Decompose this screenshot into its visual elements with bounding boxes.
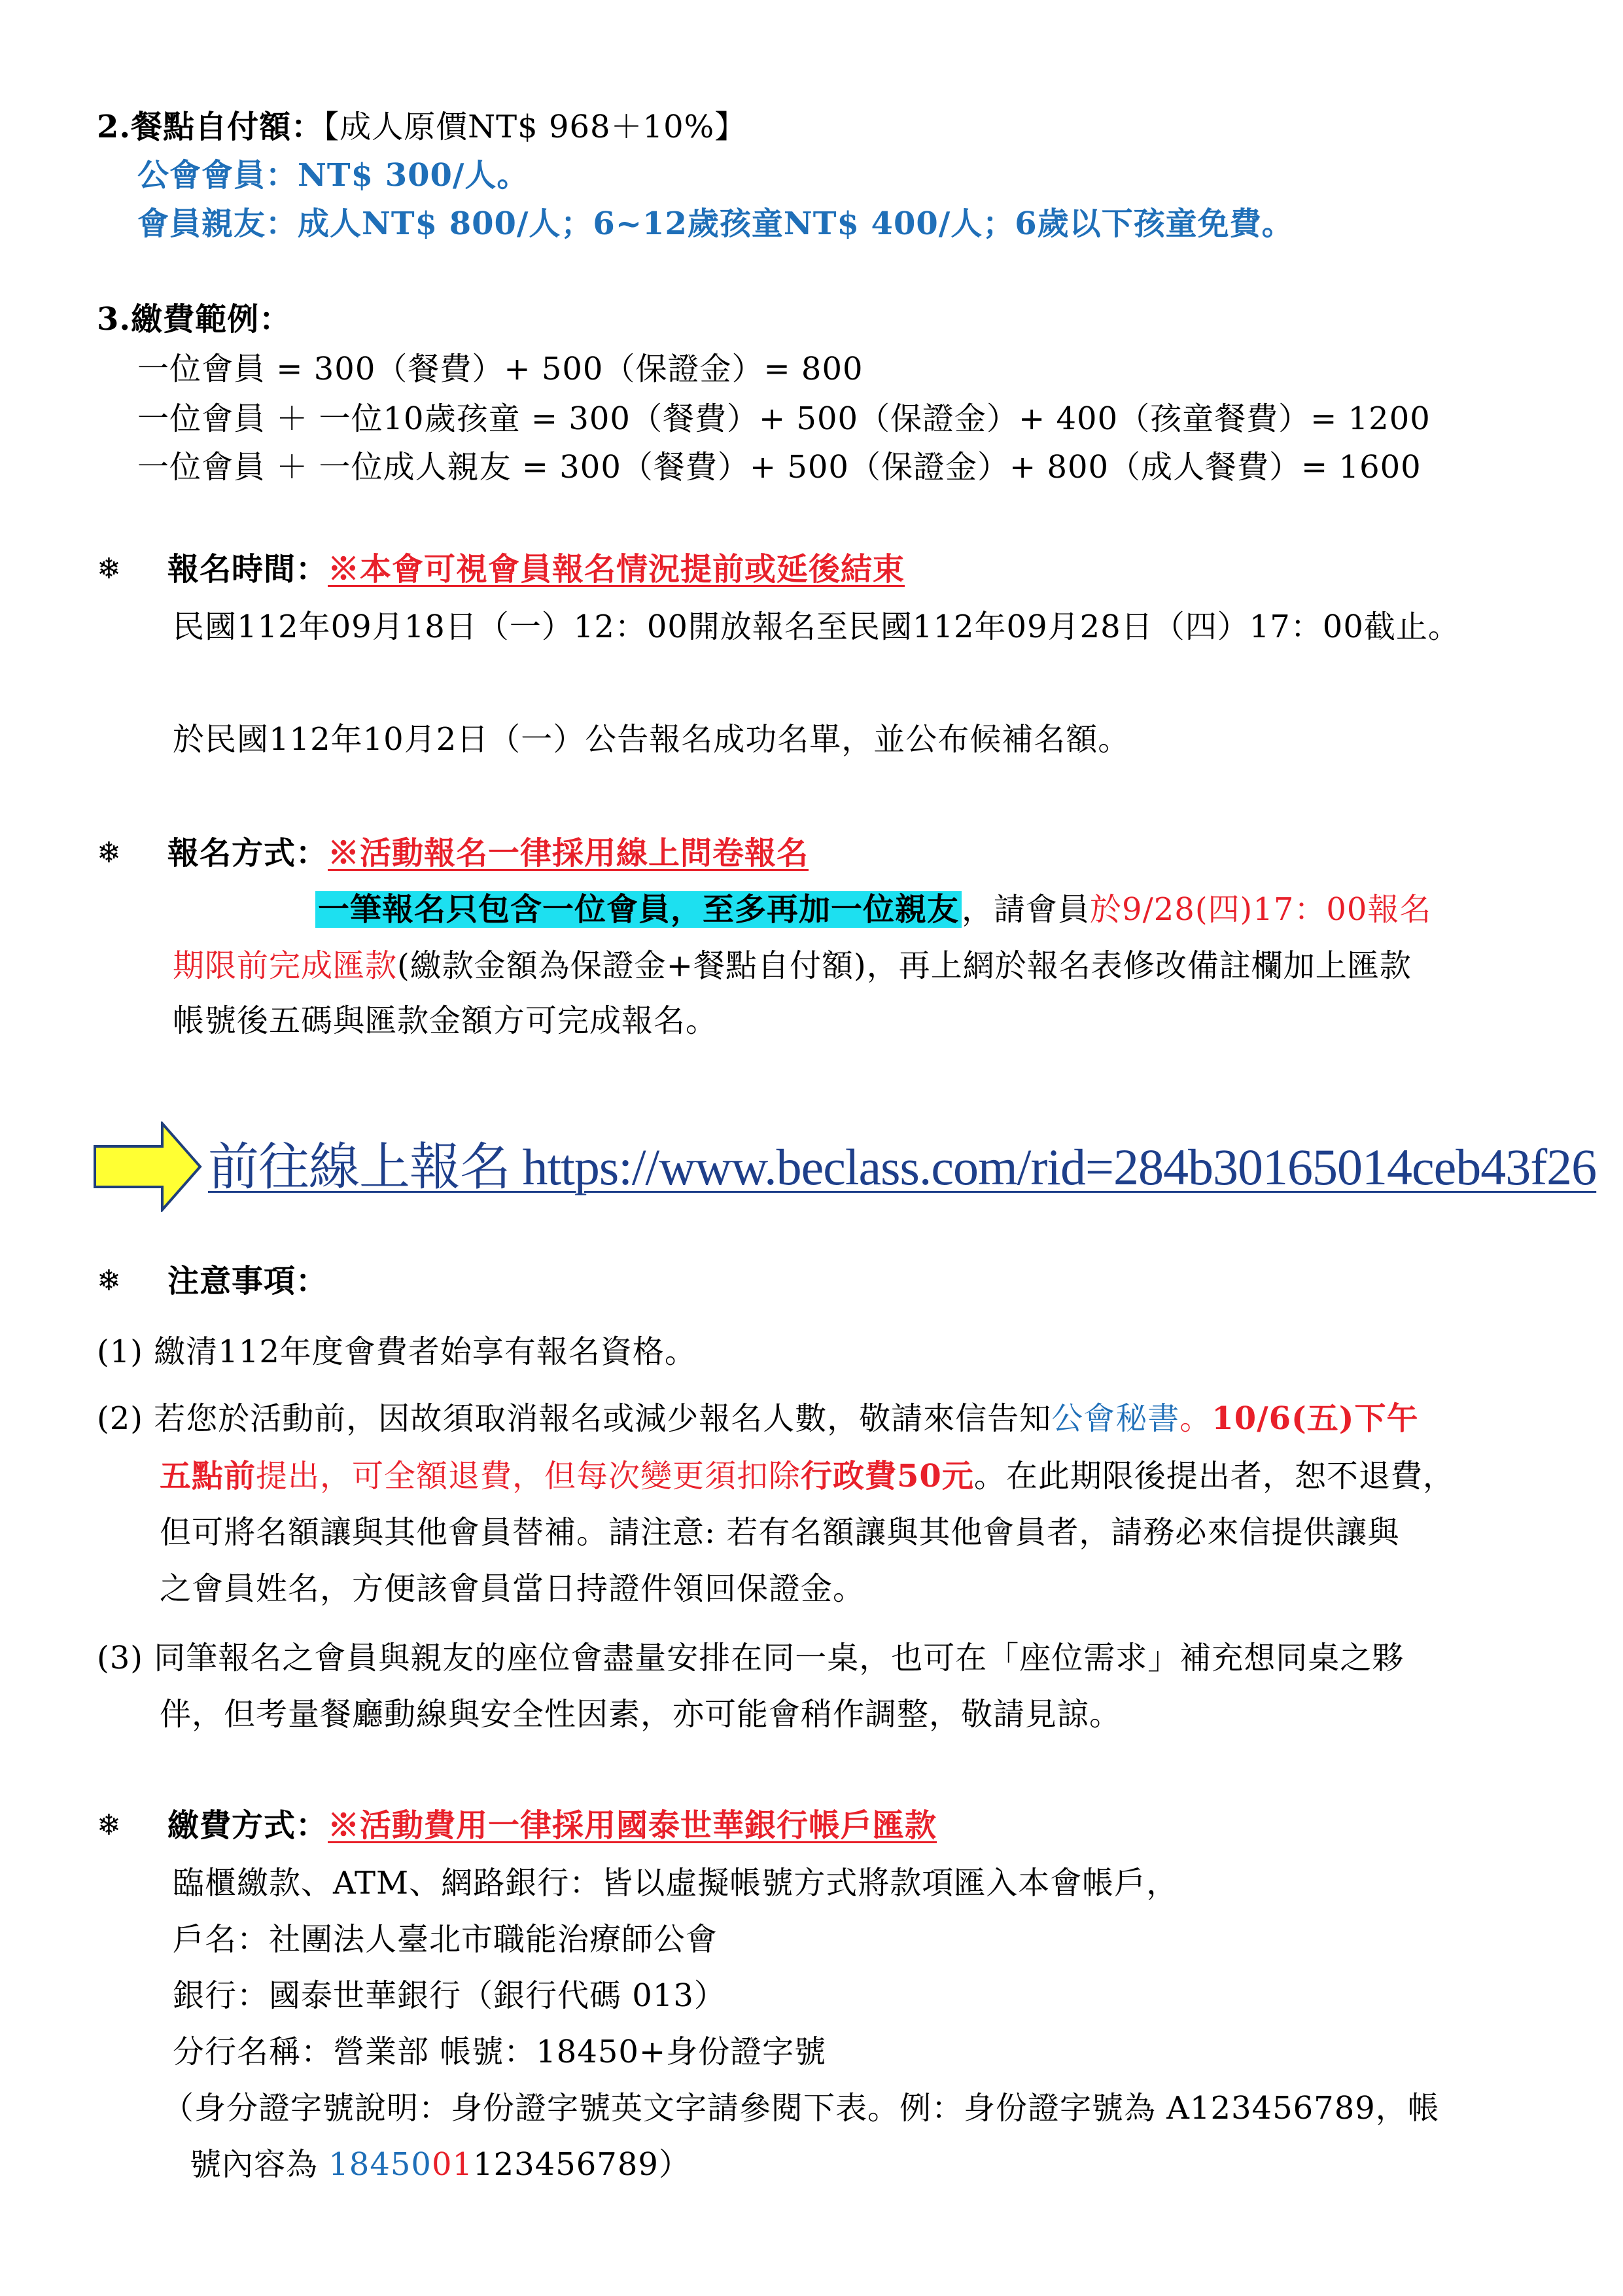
payment-method-warning: ※活動費用一律採用國泰世華銀行帳戶匯款 bbox=[328, 1807, 937, 1844]
account-example-line bbox=[190, 2145, 691, 2184]
refund-policy: 提出，可全額退費，但每次變更須扣除 bbox=[256, 1458, 801, 1494]
online-registration-link[interactable]: 前往線上報名 https://www.beclass.com/rid=284b30165014ceb43f26 bbox=[208, 1139, 1597, 1195]
note-2-line-3: 但可將名額讓與其他會員替補。請注意: 若有名額讓與其他會員者，請務必來信提供讓與 bbox=[160, 1514, 1400, 1551]
registration-rule-line bbox=[315, 890, 1431, 929]
note-3-line-1: (3) 同筆報名之會員與親友的座位會盡量安排在同一桌，也可在「座位需求」補充想同桌之夥 bbox=[97, 1640, 1405, 1676]
payment-example-heading: 3.繳費範例： bbox=[97, 301, 292, 338]
registration-method-warning: ※活動報名一律採用線上問卷報名 bbox=[328, 835, 809, 872]
arrow-right-icon bbox=[93, 1122, 203, 1212]
registration-method-label: 報名方式： bbox=[167, 835, 328, 872]
refund-policy-end: 。在此期限後提出者，恕不退費， bbox=[973, 1458, 1455, 1494]
meal-heading: 2.餐點自付額： bbox=[97, 109, 324, 145]
snowflake-icon: ❄ bbox=[97, 1264, 121, 1298]
note-2-line-1 bbox=[97, 1399, 1418, 1438]
guest-price-line: 會員親友：成人NT$ 800/人；6~12歲孩童NT$ 400/人；6歲以下孩童免費。 bbox=[137, 205, 1294, 242]
secretary-link[interactable]: 公會秘書 bbox=[1051, 1400, 1180, 1437]
registration-deadline: 於9/28(四)17：00報名 bbox=[1090, 891, 1432, 928]
payment-deadline: 期限前完成匯款 bbox=[173, 947, 398, 984]
refund-deadline-time: 五點前 bbox=[160, 1458, 256, 1494]
account-id-number: 123456789 bbox=[473, 2146, 659, 2183]
account-example-label: 號內容為 bbox=[190, 2146, 329, 2183]
note-2-sep: 。 bbox=[1179, 1400, 1212, 1437]
note-2-line-4: 之會員姓名，方便該會員當日持證件領回保證金。 bbox=[160, 1570, 865, 1607]
registration-method-line bbox=[167, 834, 809, 873]
payment-example-row-2: 一位會員 ＋ 一位10歲孩童 = 300（餐費）+ 500（保證金）+ 400（孩童餐費）= 1200 bbox=[137, 400, 1431, 437]
account-letter-code: 01 bbox=[431, 2146, 474, 2183]
payment-example-row-3: 一位會員 ＋ 一位成人親友 = 300（餐費）+ 500（保證金）+ 800（成人餐費）= 1600 bbox=[137, 449, 1422, 486]
registration-time-warning: ※本會可視會員報名情況提前或延後結束 bbox=[328, 551, 905, 588]
note-2-line-2 bbox=[160, 1457, 1455, 1496]
member-price-line: 公會會員：NT$ 300/人。 bbox=[137, 157, 529, 194]
id-explanation: （身分證字號說明：身份證字號英文字請參閱下表。例：身份證字號為 A123456789，帳 bbox=[162, 2090, 1440, 2127]
payment-channels: 臨櫃繳款、ATM、網路銀行：皆以虛擬帳號方式將款項匯入本會帳戶， bbox=[173, 1865, 1179, 1901]
note-3-line-2: 伴，但考量餐廳動線與安全性因素，亦可能會稍作調整，敬請見諒。 bbox=[160, 1696, 1122, 1733]
snowflake-icon: ❄ bbox=[97, 836, 121, 870]
registration-time-label: 報名時間： bbox=[167, 551, 328, 588]
registration-rule-line-2 bbox=[173, 946, 1412, 985]
notes-heading: 注意事項： bbox=[167, 1263, 328, 1299]
note-2-text: (2) 若您於活動前，因故須取消報名或減少報名人數，敬請來信告知 bbox=[97, 1400, 1052, 1437]
registration-period: 民國112年09月18日（一）12：00開放報名至民國112年09月28日（四）17：00截止。 bbox=[173, 609, 1460, 645]
bank-name: 銀行：國泰世華銀行（銀行代碼 013） bbox=[173, 1977, 726, 2014]
branch-account: 分行名稱：營業部 帳號：18450+身份證字號 bbox=[173, 2034, 827, 2070]
payment-method-label: 繳費方式： bbox=[167, 1807, 328, 1844]
registration-rule-text: ，請會員 bbox=[962, 891, 1091, 928]
registration-rule-line-3: 帳號後五碼與匯款金額方可完成報名。 bbox=[173, 1002, 718, 1039]
refund-deadline: 10/6(五)下午 bbox=[1212, 1400, 1419, 1437]
snowflake-icon: ❄ bbox=[97, 552, 121, 586]
snowflake-icon: ❄ bbox=[97, 1809, 121, 1842]
payment-example-row-1: 一位會員 = 300（餐費）+ 500（保證金）= 800 bbox=[137, 351, 864, 387]
registration-announcement: 於民國112年10月2日（一）公告報名成功名單，並公布候補名額。 bbox=[173, 721, 1130, 758]
registration-time-line bbox=[167, 550, 905, 589]
note-1: (1) 繳清112年度會費者始享有報名資格。 bbox=[97, 1333, 697, 1370]
account-name: 戶名：社團法人臺北市職能治療師公會 bbox=[173, 1921, 718, 1958]
account-example-end: ） bbox=[658, 2146, 691, 2183]
payment-method-line bbox=[167, 1806, 937, 1845]
meal-heading-line bbox=[97, 107, 746, 147]
account-prefix: 18450 bbox=[328, 2146, 432, 2183]
registration-rule-text-2: (繳款金額為保證金+餐點自付額)，再上網於報名表修改備註欄加上匯款 bbox=[397, 947, 1412, 984]
admin-fee: 行政費50元 bbox=[801, 1458, 974, 1494]
meal-price-note: 【成人原價NT$ 968＋10%】 bbox=[323, 109, 747, 145]
registration-rule-highlight: 一筆報名只包含一位會員，至多再加一位親友 bbox=[315, 891, 962, 928]
